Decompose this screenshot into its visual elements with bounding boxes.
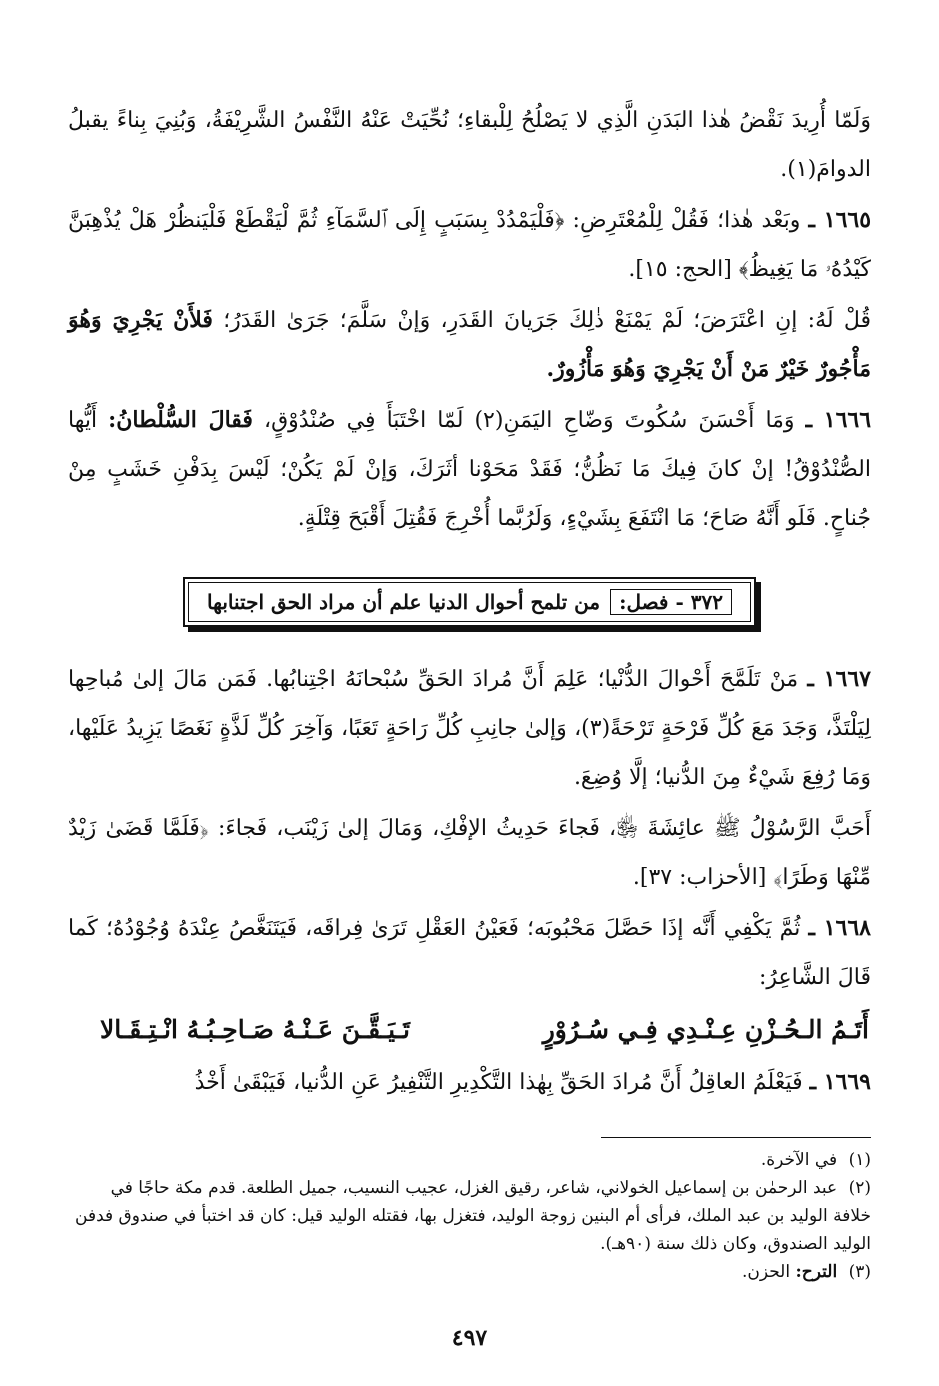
paragraph-1666 — [68, 396, 871, 543]
paragraph-text: فَيَعْلَمُ العاقِلُ أَنَّ مُرادَ الحَقِّ بِهٰذا التَّكْدِيرِ التَّنْفِيرُ عَنِ الدُّنيا، فَيَبْقَىٰ أَخْذُ — [194, 1070, 803, 1095]
paragraph-text: ثُمَّ يَكْفِي أَنَّه إذَا حَصَّلَ مَحْبُوبَه؛ فَعَيْنُ العَقْلِ تَرَىٰ فِراقَه، فَيَتَنَغَّصُ عِنْدَهُ وُجُوْدُهُ؛ كَما قَالَ الشَّاعِرُ: — [68, 916, 871, 990]
footnote-text: الحزن. — [741, 1262, 791, 1282]
footnote-text: في الآخرة. — [760, 1150, 838, 1170]
paragraph-bold-text: فَلأَنْ يَجْرِيَ وَهُوَ مَأْجُورٌ خَيْرٌ مَنْ أَنْ يَجْرِيَ وَهُوَ مَأْزُورٌ. — [68, 307, 871, 382]
paragraph-number: ١٦٦٧ ـ — [807, 666, 871, 692]
footnote-2 — [68, 1174, 871, 1258]
paragraph-text: وَلَمّا أُرِيدَ نَقْضُ هٰذا البَدَنِ الَّذِي لا يَصْلُحُ لِلْبقاءِ؛ نُحِّيَتْ عَنْهُ النَّفْسُ الشَّرِيْفَةُ، وَبُنِيَ بِناءً يقبلُ الدوامَ(١). — [68, 108, 871, 182]
paragraph-prophet — [68, 804, 871, 902]
paragraph-1667 — [68, 655, 871, 802]
paragraph-number: ١٦٦٩ ـ — [809, 1069, 871, 1095]
paragraph-text: وَمَا أَحْسَنَ سُكُوتَ وَضّاحِ اليَمَنِ(٢) لَمّا اخْتَبَأَ فِي صُنْدُوْقٍ، — [263, 408, 795, 433]
footnote-text: عبد الرحمٰن بن إسماعيل الخولاني، شاعر، رقيق الغزل، عجيب النسيب، جميل الطلعة. قدم مكة حاجًا في خلافة الوليد بن عبد الملك، فرأى أم البنين زوجة الوليد، فتغزل بها، فقتله الوليد قيل: كان قد اختبأ في صندوق فدفن الوليد الصندوق، وكان ذلك سنة (٩٠هـ). — [75, 1178, 871, 1254]
paragraph-1665 — [68, 196, 871, 294]
footnote-term: الترح: — [795, 1262, 838, 1282]
paragraph-number: ١٦٦٨ ـ — [808, 915, 871, 941]
section-heading-wrap — [68, 577, 871, 627]
verse-second-hemistich: تَـيَـقَّـنَ عَـنْـهُ صَـاحِـبُـهُ انْـتِـقَـالا — [100, 1015, 410, 1044]
poem-verse — [68, 1004, 871, 1056]
paragraph-bold-text: فَقالَ السُّلْطانُ: — [108, 407, 253, 433]
page-body — [68, 96, 871, 1286]
section-label: ٣٧٢ - فصل: — [610, 589, 732, 615]
paragraph-text: وبَعْد هٰذا؛ فَقُلْ لِلْمُعْتَرِضِ: ﴿فَلْيَمْدُدْ بِسَبَبٍ إِلَى ٱلسَّمَآءِ ثُمَّ لْيَقْطَعْ فَلْيَنظُرْ هَلْ يُذْهِبَنَّ كَيْدُهُۥ مَا يَغِيظُ﴾ [الحج: ١٥]. — [68, 208, 871, 282]
footnote-1 — [68, 1146, 871, 1174]
paragraph-number: ١٦٦٥ ـ — [808, 207, 872, 233]
paragraph-tail-text: أَيُّها الصُّنْدُوْقُ! إنْ كانَ فِيكَ مَا نَظُنُّ؛ فَقَدْ مَحَوْنا أثَرَكَ، وَإنْ لَمْ يَكُنْ؛ لَيْسَ بِدَفْنِ خَشَبٍ مِنْ جُناحٍ. فَلَو أَنَّهُ صَاحَ؛ مَا انْتَفَعَ بِشَيْءٍ، وَلَرُبَّما أُخْرِجَ فَقُتِلَ أَقْبَحَ قِتْلَةٍ. — [68, 408, 871, 531]
verse-first-hemistich: أَتَـمُ الـحُـزْنِ عِـنْـدِي فِـي سُـرُوْرٍ — [542, 1015, 869, 1044]
footnote-3 — [68, 1258, 871, 1286]
paragraph-text: مَنْ تَلَمَّحَ أَحْوالَ الدُّنْيا؛ عَلِمَ أَنَّ مُرادَ الحَقِّ سُبْحانَهُ اجْتِنابُها. فَمَن مَالَ إلىٰ مُباحِها لِيَلْتَذَّ، وَجَدَ مَعَ كُلِّ فَرْحَةٍ تَرْحَةً(٣)، وَإلىٰ جانِبِ كُلِّ رَاحَةٍ تَعَبًا، وَآخِرَ كُلِّ لَذَّةٍ نَغَصًا يَزِيدُ عَلَيْها، وَمَا رُفِعَ شَيْءٌ مِنَ الدُّنيا؛ إلَّا وُضِعَ. — [68, 667, 871, 790]
paragraph-text: أَحَبَّ الرَّسُوْلُ ﷺ عائِشَةَ ﵂، فَجاءَ حَدِيثُ الإفْكِ، وَمَالَ إلىٰ زَيْنَب، فَجاءَ: ﴿فَلَمَّا قَضَىٰ زَيْدٌ مِّنْهَا وَطَرًا﴾ [الأحزاب: ٣٧]. — [68, 816, 871, 890]
paragraph-number: ١٦٦٦ ـ — [805, 407, 872, 433]
footnote-number: (١) — [848, 1150, 871, 1170]
section-heading-box — [183, 577, 756, 627]
paragraph-1668 — [68, 904, 871, 1002]
paragraph-1669 — [68, 1058, 871, 1107]
page-number: ٤٩٧ — [451, 1325, 488, 1351]
paragraph-1 — [68, 96, 871, 194]
section-title: من تلمح أحوال الدنيا علم أن مراد الحق اجتنابها — [207, 590, 601, 614]
paragraph-text: قُلْ لَهُ: إنِ اعْتَرَضَ؛ لَمْ يَمْنَعْ ذٰلِكَ جَرَيانَ القَدَرِ، وَإنْ سَلَّمَ؛ جَرَىٰ القَدَرُ؛ — [223, 308, 871, 333]
footnote-number: (٢) — [848, 1178, 871, 1198]
footnote-number: (٣) — [848, 1262, 871, 1282]
footnote-divider — [601, 1137, 871, 1138]
paragraph-3 — [68, 296, 871, 394]
section-heading — [188, 582, 751, 622]
